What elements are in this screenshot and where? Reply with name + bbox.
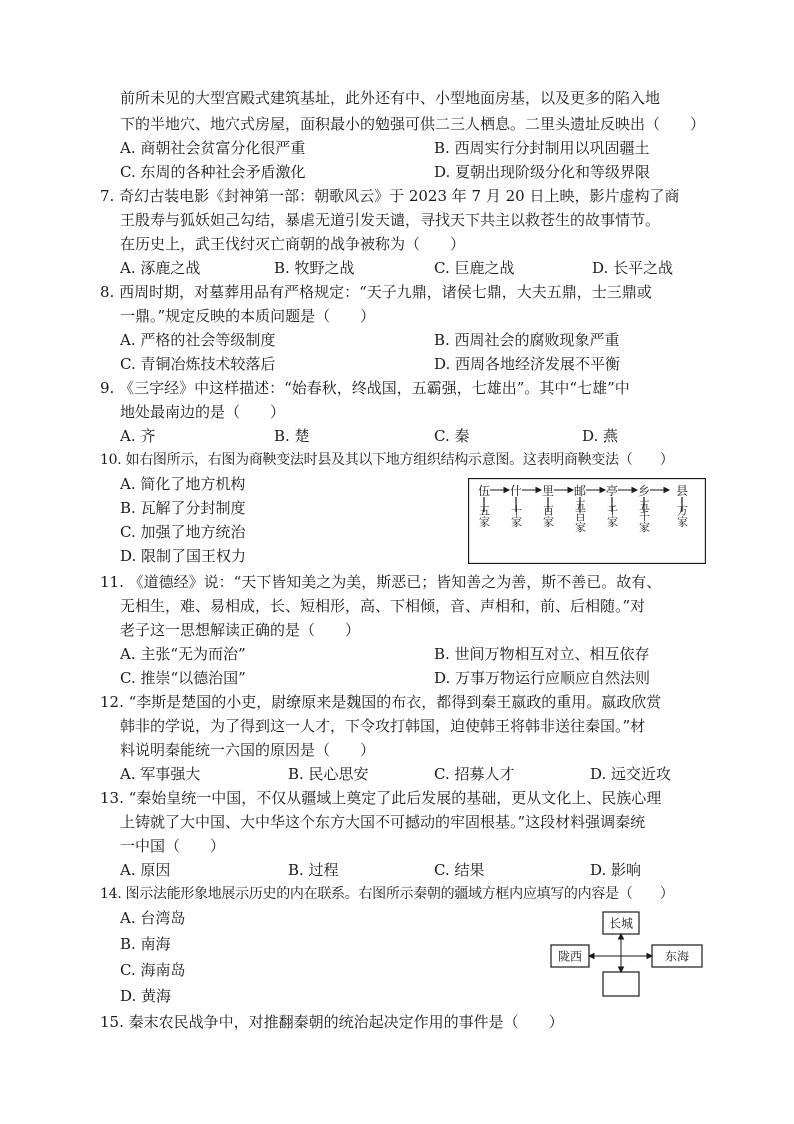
q9-option-a[interactable]: A. 齐: [120, 427, 156, 445]
q13-option-a[interactable]: A. 原因: [120, 861, 171, 879]
q10-unit-li: 里: [541, 484, 555, 498]
q10-unit-xian: 县: [675, 484, 689, 498]
q10-households-shi: 十家: [509, 505, 523, 527]
q10-option-a[interactable]: A. 简化了地方机构: [120, 475, 246, 493]
q8-option-c[interactable]: C. 青铜冶炼技术较落后: [120, 355, 276, 373]
q11-option-b[interactable]: B. 世间万物相互对立、相互依存: [434, 645, 650, 663]
q14-stem-1: 14. 图示法能形象地展示历史的内在联系。右图所示秦朝的疆域方框内应填写的内容是（ ）: [100, 886, 674, 902]
q11-option-a[interactable]: A. 主张“无为而治”: [120, 645, 246, 663]
q6-option-b[interactable]: B. 西周实行分封制用以巩固疆土: [434, 139, 650, 157]
q10-unit-shi: 什: [509, 484, 523, 498]
q9-option-d[interactable]: D. 燕: [582, 427, 619, 445]
q7-option-c[interactable]: C. 巨鹿之战: [434, 259, 515, 277]
q7-option-a[interactable]: A. 涿鹿之战: [120, 259, 201, 277]
q7-stem-2: 王殷寿与狐妖妲己勾结，暴虐无道引发天谴，寻找天下共主以救苍生的故事情节。: [120, 211, 661, 229]
q10-local-organization-figure: [468, 478, 706, 564]
q14-box-west: 陇西: [557, 949, 583, 964]
q12-option-d[interactable]: D. 远交近攻: [590, 765, 672, 783]
q11-option-d[interactable]: D. 万事万物运行应顺应自然法则: [434, 669, 651, 687]
q10-option-c[interactable]: C. 加强了地方统治: [120, 523, 246, 541]
q12-option-a[interactable]: A. 军事强大: [120, 765, 201, 783]
q9-option-c[interactable]: C. 秦: [434, 427, 470, 445]
q9-stem-1: 9. 《三字经》中这样描述：“始春秋，终战国，五霸强，七雄出”。其中“七雄”中: [100, 379, 630, 397]
q10-unit-you: 邮: [573, 484, 587, 498]
q15-stem-1: 15. 秦末农民战争中，对推翻秦朝的统治起决定作用的事件是（ ）: [100, 1013, 564, 1031]
q6-line-2: 下的半地穴、地穴式房屋，面积最小的勉强可供二三人栖息。二里头遗址反映出（ ）: [120, 115, 706, 133]
q6-line-1: 前所未见的大型宫殿式建筑基址，此外还有中、小型地面房基，以及更多的陷入地: [120, 89, 661, 107]
q12-option-c[interactable]: C. 招募人才: [434, 765, 515, 783]
q11-stem-1: 11. 《道德经》说：“天下皆知美之为美，斯恶已；皆知善之为善，斯不善已。故有、: [100, 573, 662, 591]
q14-figure-arrows: [589, 934, 652, 972]
q10-households-xian: 万家: [675, 505, 689, 527]
q13-stem-1: 13. “秦始皇统一中国，不仅从疆域上奠定了此后发展的基础，更从文化上、民族心理: [100, 789, 662, 807]
q13-option-d[interactable]: D. 影响: [590, 861, 642, 879]
q13-stem-2: 上铸就了大中国、大中华这个东方大国不可撼动的牢固根基。”这段材料强调秦统: [120, 813, 646, 831]
q14-figure-svg: [548, 910, 708, 1000]
q8-option-d[interactable]: D. 西周各地经济发展不平衡: [434, 355, 621, 373]
q6-option-c[interactable]: C. 东周的各种社会矛盾激化: [120, 163, 306, 181]
q9-stem-2: 地处最南边的是（ ）: [120, 403, 286, 421]
q12-stem-2: 韩非的学说，为了得到这一人才，下令攻打韩国，迫使韩王将韩非送往秦国。”材: [120, 717, 646, 735]
q8-option-b[interactable]: B. 西周社会的腐败现象严重: [434, 331, 620, 349]
q9-option-b[interactable]: B. 楚: [274, 427, 310, 445]
q12-stem-3: 料说明秦能统一六国的原因是（ ）: [120, 741, 376, 759]
q10-unit-ting: 亭: [605, 484, 619, 498]
q10-option-b[interactable]: B. 瓦解了分封制度: [120, 499, 246, 517]
q10-households-wu: 五家: [477, 505, 491, 527]
q10-households-ting: 千家: [605, 505, 619, 527]
q12-stem-1: 12. “李斯是楚国的小吏，尉缭原来是魏国的布衣，都得到秦王嬴政的重用。嬴政欣赏: [100, 693, 662, 711]
q10-households-li: 百家: [541, 505, 555, 527]
q14-box-east: 东海: [664, 949, 690, 964]
q14-box-north: 长城: [608, 916, 634, 931]
q10-households-xiang: 五千家: [637, 499, 651, 533]
q13-option-b[interactable]: B. 过程: [288, 861, 339, 879]
q14-option-c[interactable]: C. 海南岛: [120, 961, 186, 979]
q14-territory-figure: [548, 910, 708, 1000]
q10-option-d[interactable]: D. 限制了国王权力: [120, 547, 247, 565]
q8-stem-2: 一鼎。”规定反映的本质问题是（ ）: [120, 307, 376, 325]
q6-option-d[interactable]: D. 夏朝出现阶级分化和等级界限: [434, 163, 651, 181]
q10-households-you: 五百家: [573, 499, 587, 533]
q6-option-a[interactable]: A. 商朝社会贫富分化很严重: [120, 139, 306, 157]
q10-unit-wu: 伍: [477, 484, 491, 498]
q7-option-b[interactable]: B. 牧野之战: [274, 259, 355, 277]
q10-stem-1: 10. 如右图所示，右图为商鞅变法时县及其以下地方组织结构示意图。这表明商鞅变法（ ）: [100, 452, 674, 468]
q7-option-d[interactable]: D. 长平之战: [592, 259, 674, 277]
q7-stem-3: 在历史上，武王伐纣灭亡商朝的战争被称为（ ）: [120, 235, 466, 253]
q8-option-a[interactable]: A. 严格的社会等级制度: [120, 331, 276, 349]
q11-stem-2: 无相生，难、易相成，长、短相形，高、下相倾，音、声相和，前、后相随。”对: [120, 597, 646, 615]
q8-stem-1: 8. 西周时期，对墓葬用品有严格规定：“天子九鼎，诸侯七鼎，大夫五鼎，士三鼎或: [100, 283, 652, 301]
q14-option-d[interactable]: D. 黄海: [120, 987, 172, 1005]
q10-unit-xiang: 乡: [637, 484, 651, 498]
q13-stem-3: 一中国（ ）: [120, 837, 226, 855]
q7-stem-1: 7. 奇幻古装电影《封神第一部：朝歌风云》于 2023 年 7 月 20 日上映，影片虚构了商: [100, 187, 680, 205]
q12-option-b[interactable]: B. 民心思安: [288, 765, 369, 783]
q10-figure-svg: [468, 478, 706, 564]
q11-option-c[interactable]: C. 推崇“以德治国”: [120, 669, 246, 687]
q13-option-c[interactable]: C. 结果: [434, 861, 485, 879]
q14-option-b[interactable]: B. 南海: [120, 935, 171, 953]
q11-stem-3: 老子这一思想解读正确的是（ ）: [120, 621, 361, 639]
q14-option-a[interactable]: A. 台湾岛: [120, 909, 186, 927]
